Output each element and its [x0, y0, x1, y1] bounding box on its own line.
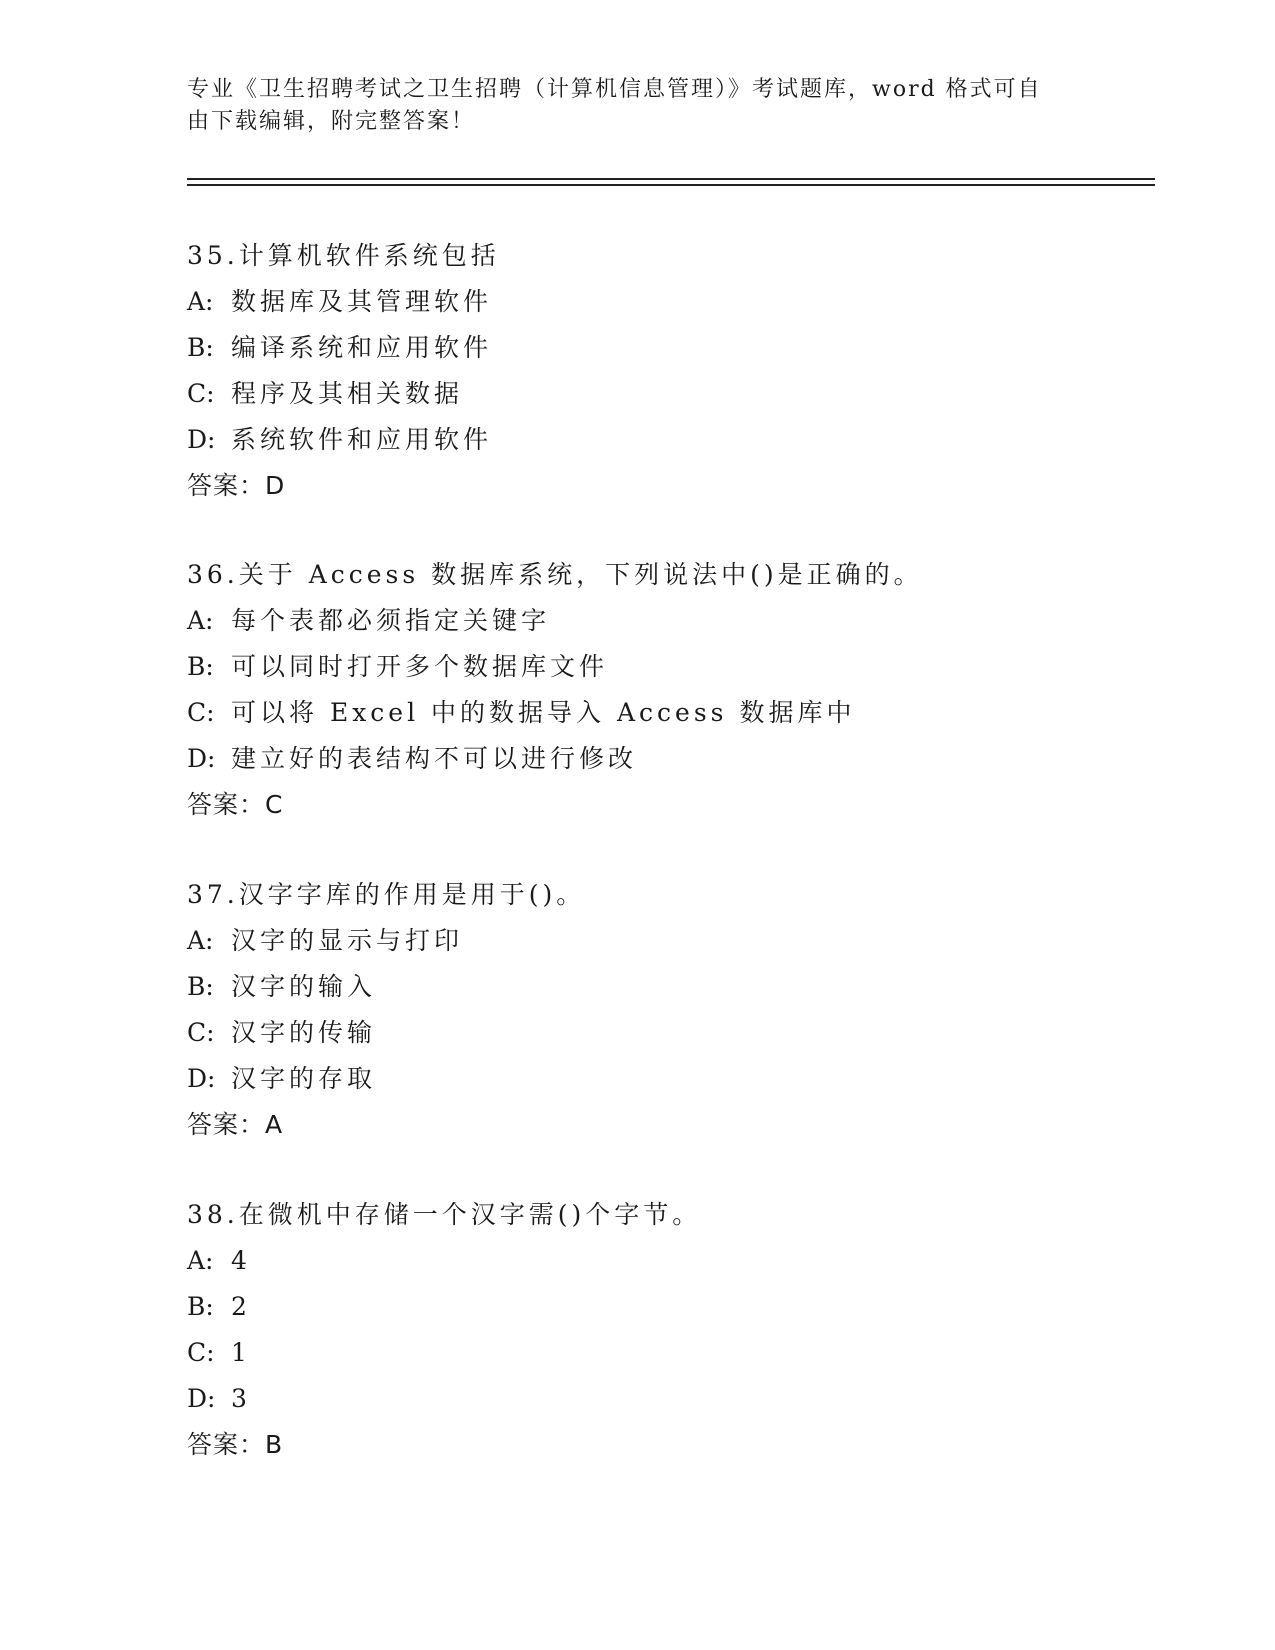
question-35 [187, 233, 1147, 509]
option-b [187, 644, 1147, 690]
answer-line: 答案：B [187, 1430, 284, 1459]
option-letter: B: [187, 333, 214, 362]
option-c [187, 1010, 1147, 1056]
option-text: 4 [231, 1246, 251, 1275]
option-b [187, 964, 1147, 1010]
option-c [187, 690, 1147, 736]
header-line-2: 由下载编辑，附完整答案！ [187, 109, 476, 134]
header-line-1: 专业《卫生招聘考试之卫生招聘（计算机信息管理）》考试题库，word 格式可自 [187, 77, 1042, 102]
option-letter: D: [187, 1384, 216, 1413]
option-letter: D: [187, 425, 216, 454]
option-c [187, 371, 1147, 417]
option-text: 系统软件和应用软件 [231, 425, 493, 454]
option-letter: C: [187, 379, 215, 408]
option-text: 汉字的传输 [231, 1018, 377, 1047]
option-text: 程序及其相关数据 [231, 379, 464, 408]
option-c [187, 1330, 1147, 1376]
option-text: 汉字的输入 [231, 972, 377, 1001]
question-37 [187, 872, 1147, 1148]
option-text: 数据库及其管理软件 [231, 287, 493, 316]
option-a [187, 279, 1147, 325]
option-letter: C: [187, 1018, 215, 1047]
option-letter: A: [187, 287, 214, 316]
question-stem: 36.关于 Access 数据库系统，下列说法中()是正确的。 [187, 560, 923, 589]
option-text: 汉字的显示与打印 [231, 926, 464, 955]
question-stem: 35.计算机软件系统包括 [187, 241, 500, 270]
option-d [187, 417, 1147, 463]
option-letter: A: [187, 926, 214, 955]
question-stem: 38.在微机中存储一个汉字需()个字节。 [187, 1200, 702, 1229]
option-text: 可以同时打开多个数据库文件 [231, 652, 609, 681]
option-letter: D: [187, 744, 216, 773]
option-d [187, 1056, 1147, 1102]
option-text: 编译系统和应用软件 [231, 333, 493, 362]
option-text: 1 [231, 1338, 251, 1367]
option-b [187, 325, 1147, 371]
option-a [187, 1238, 1147, 1284]
option-letter: B: [187, 652, 214, 681]
option-text: 汉字的存取 [231, 1064, 377, 1093]
option-a [187, 918, 1147, 964]
question-stem: 37.汉字字库的作用是用于()。 [187, 880, 586, 909]
option-text: 可以将 Excel 中的数据导入 Access 数据库中 [231, 698, 856, 727]
header-divider-bottom [187, 184, 1155, 186]
question-36 [187, 552, 1147, 828]
answer-line: 答案：C [187, 790, 284, 819]
option-a [187, 598, 1147, 644]
option-letter: C: [187, 1338, 215, 1367]
document-header [187, 74, 1067, 138]
answer-line: 答案：A [187, 1110, 284, 1139]
option-letter: D: [187, 1064, 216, 1093]
option-b [187, 1284, 1147, 1330]
question-38 [187, 1192, 1147, 1468]
option-d [187, 1376, 1147, 1422]
option-letter: A: [187, 606, 214, 635]
header-divider-top [187, 178, 1155, 180]
option-letter: B: [187, 972, 214, 1001]
option-letter: A: [187, 1246, 214, 1275]
answer-line: 答案：D [187, 471, 286, 500]
option-letter: C: [187, 698, 215, 727]
option-text: 建立好的表结构不可以进行修改 [231, 744, 638, 773]
option-text: 每个表都必须指定关键字 [231, 606, 551, 635]
option-letter: B: [187, 1292, 214, 1321]
option-d [187, 736, 1147, 782]
option-text: 3 [231, 1384, 251, 1413]
option-text: 2 [231, 1292, 251, 1321]
